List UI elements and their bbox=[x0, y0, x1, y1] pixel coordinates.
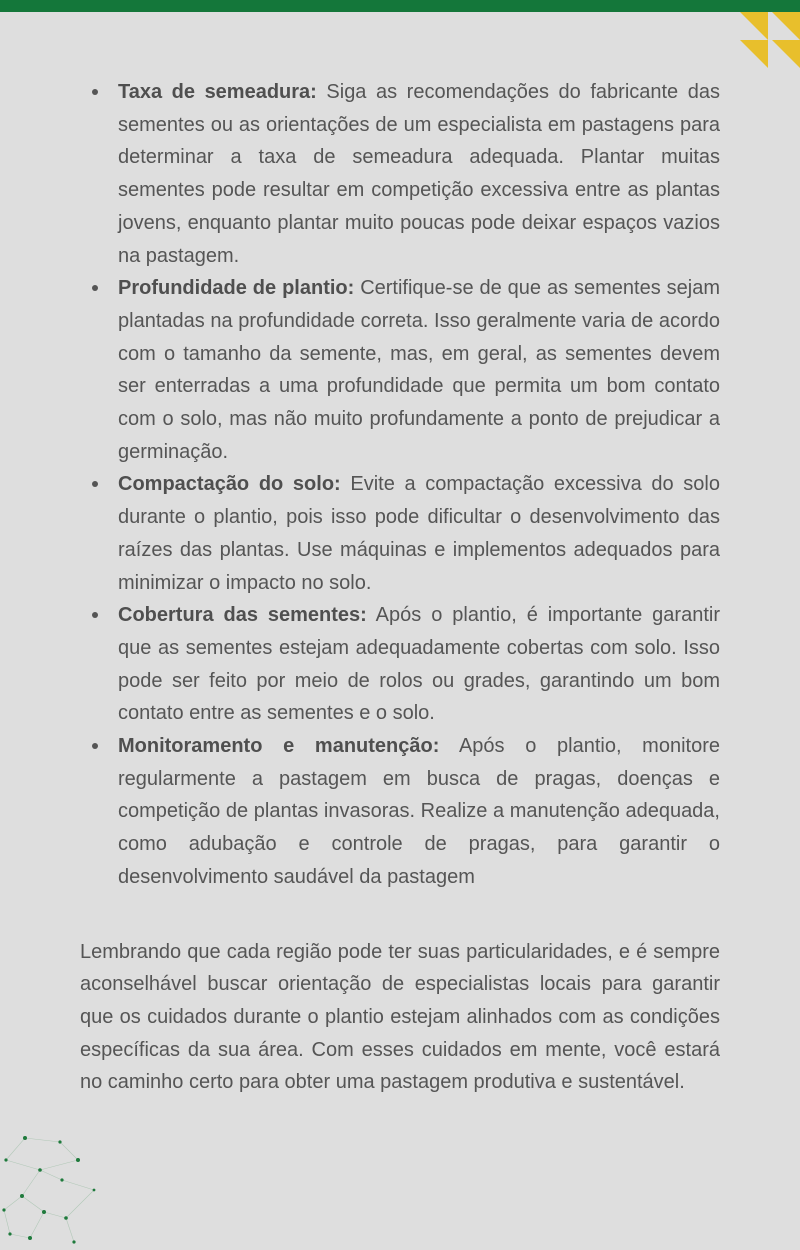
bullet-text: Certifique-se de que as sementes sejam plantadas na profundidade correta. Isso geralmente varia de acordo com o tamanho da semente, mas, em geral, as sementes devem ser enterradas a uma profundidade que permita um bom contato com o solo, mas não muito profundamente a ponto de prejudicar a germinação. bbox=[118, 277, 720, 463]
bullet-dot-icon bbox=[92, 89, 98, 95]
corner-triangle-decoration bbox=[740, 12, 800, 68]
bullet-item bbox=[80, 272, 720, 468]
bullet-dot-icon bbox=[92, 743, 98, 749]
bullet-text: Após o plantio, monitore regularmente a pastagem em busca de pragas, doenças e competição de plantas invasoras. Realize a manutenção adequada, como adubação e controle de pragas, para garantir o desenvolvimento saudável da pastagem bbox=[118, 735, 720, 888]
bullet-dot-icon bbox=[92, 612, 98, 618]
bullet-item bbox=[80, 730, 720, 894]
bullet-title: Cobertura das sementes: bbox=[118, 604, 367, 627]
bullet-text: Após o plantio, é importante garantir que as sementes estejam adequadamente cobertas com solo. Isso pode ser feito por meio de rolos ou grades, garantindo um bom contato entre as sementes e o solo. bbox=[118, 604, 720, 725]
bullet-dot-icon bbox=[92, 481, 98, 487]
bullet-text: Siga as recomendações do fabricante das sementes ou as orientações de um especialista em pastagens para determinar a taxa de semeadura adequada. Plantar muitas sementes pode resultar em competição excessiva entre as plantas jovens, enquanto plantar muito poucas pode deixar espaços vazios na pastagem. bbox=[118, 81, 720, 267]
bullet-item bbox=[80, 468, 720, 599]
bullet-dot-icon bbox=[92, 285, 98, 291]
bullet-list bbox=[80, 76, 720, 894]
main-content bbox=[80, 76, 720, 1119]
network-dots-decoration bbox=[0, 1130, 110, 1250]
bullet-text: Evite a compactação excessiva do solo durante o plantio, pois isso pode dificultar o desenvolvimento das raízes das plantas. Use máquinas e implementos adequados para minimizar o impacto no solo. bbox=[118, 473, 720, 594]
bullet-title: Profundidade de plantio: bbox=[118, 277, 355, 300]
bullet-title: Compactação do solo: bbox=[118, 473, 341, 496]
top-accent-bar bbox=[0, 0, 800, 12]
closing-paragraph: Lembrando que cada região pode ter suas particularidades, e é sempre aconselhável buscar orientação de especialistas locais para garantir que os cuidados durante o plantio estejam alinhados com as condições específicas da sua área. Com esses cuidados em mente, você estará no caminho certo para obter uma pastagem produtiva e sustentável. bbox=[80, 940, 720, 1094]
bullet-title: Monitoramento e manutenção: bbox=[118, 735, 440, 758]
bullet-item bbox=[80, 76, 720, 272]
bullet-item bbox=[80, 599, 720, 730]
bullet-title: Taxa de semeadura: bbox=[118, 81, 317, 103]
